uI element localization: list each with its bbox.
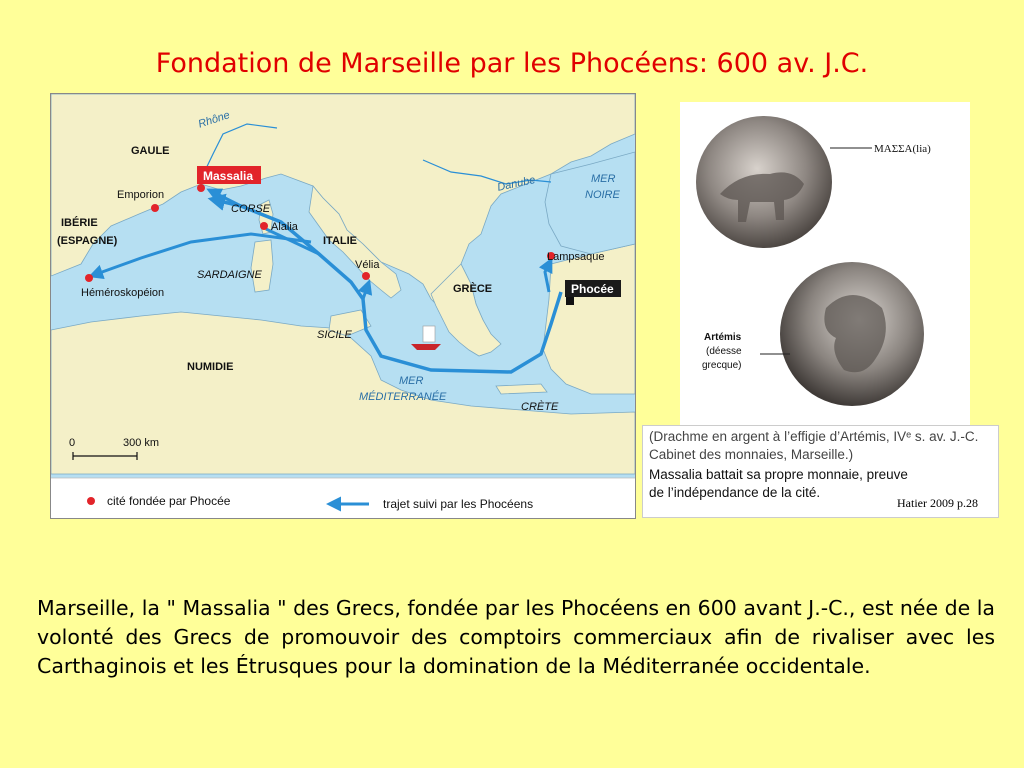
label-lampsaque: Lampsaque bbox=[547, 251, 605, 263]
label-phocee: Phocée bbox=[571, 282, 614, 296]
artemis-desc-2: grecque) bbox=[702, 360, 742, 371]
label-corse: CORSE bbox=[231, 203, 271, 215]
caption-line-4: de l’indépendance de la cité. bbox=[649, 485, 821, 500]
label-grece: GRÈCE bbox=[453, 283, 493, 295]
label-numidie: NUMIDIE bbox=[187, 361, 234, 373]
caption-line-1: (Drachme en argent à l’effigie d’Artémis, IVᵉ s. av. J.-C. bbox=[649, 429, 979, 444]
map-svg bbox=[51, 94, 635, 518]
city-dot-velia bbox=[362, 272, 370, 280]
caption-source: Hatier 2009 p.28 bbox=[897, 496, 978, 510]
city-dot-hemeroskopeion bbox=[85, 274, 93, 282]
label-velia: Vélia bbox=[355, 259, 380, 271]
slide-title: Fondation de Marseille par les Phocéens: 600 av. J.C. bbox=[155, 48, 869, 79]
label-crete: CRÈTE bbox=[521, 401, 559, 413]
island-crete bbox=[496, 384, 547, 394]
land-asia-minor bbox=[543, 244, 635, 394]
label-italie: ITALIE bbox=[323, 235, 358, 247]
scale-km: 300 km bbox=[123, 437, 160, 449]
city-marker-phocee bbox=[566, 297, 574, 305]
artemis-label: Artémis bbox=[704, 332, 742, 343]
coins-svg bbox=[680, 102, 970, 428]
label-danube: Danube bbox=[496, 174, 537, 194]
coin-caption bbox=[642, 425, 999, 518]
city-dot-massalia bbox=[197, 184, 205, 192]
coin-legend-label: ΜΑΣΣΑ(lia) bbox=[874, 143, 931, 155]
city-dot-emporion bbox=[151, 204, 159, 212]
label-massalia: Massalia bbox=[203, 169, 254, 183]
label-alalia: Alalia bbox=[271, 221, 298, 233]
label-sicile: SICILE bbox=[317, 329, 352, 341]
label-emporion: Emporion bbox=[117, 189, 165, 201]
caption-line-3: Massalia battait sa propre monnaie, preuve bbox=[649, 467, 908, 482]
coin-illustrations bbox=[680, 102, 970, 428]
body-paragraph: Marseille, la " Massalia " des Grecs, fondée par les Phocéens en 600 avant J.-C., est née de la volonté des Grecs de promouvoir des comptoirs commerciaux afin de rivaliser avec les Carthaginois et les Étrusques pour la domination de la Méditerranée occidentale. bbox=[37, 596, 995, 678]
city-dot-alalia bbox=[260, 222, 268, 230]
label-iberie: IBÉRIE bbox=[61, 217, 98, 229]
island-sardaigne bbox=[251, 240, 273, 292]
artemis-desc-1: (déesse bbox=[706, 346, 742, 357]
label-gaule: GAULE bbox=[131, 145, 170, 157]
label-hemeroskopeion: Héméroskopéion bbox=[81, 287, 165, 299]
label-mer-noire-1: MER bbox=[591, 173, 616, 185]
legend-route-label: trajet suivi par les Phocéens bbox=[383, 497, 534, 511]
legend-city-label: cité fondée par Phocée bbox=[107, 494, 231, 508]
label-rhone: Rhône bbox=[196, 109, 232, 131]
ship-sail-icon bbox=[423, 326, 435, 342]
label-sardaigne: SARDAIGNE bbox=[197, 269, 262, 281]
legend-city-dot bbox=[87, 497, 95, 505]
label-espagne: (ESPAGNE) bbox=[57, 235, 118, 247]
map bbox=[50, 93, 636, 519]
scale-zero: 0 bbox=[69, 437, 76, 449]
label-mer-noire-2: NOIRE bbox=[585, 189, 620, 201]
caption-line-2: Cabinet des monnaies, Marseille.) bbox=[649, 447, 854, 462]
label-mer-med-1: MER bbox=[399, 375, 424, 387]
label-mer-med-2: MÉDITERRANÉE bbox=[359, 391, 447, 403]
